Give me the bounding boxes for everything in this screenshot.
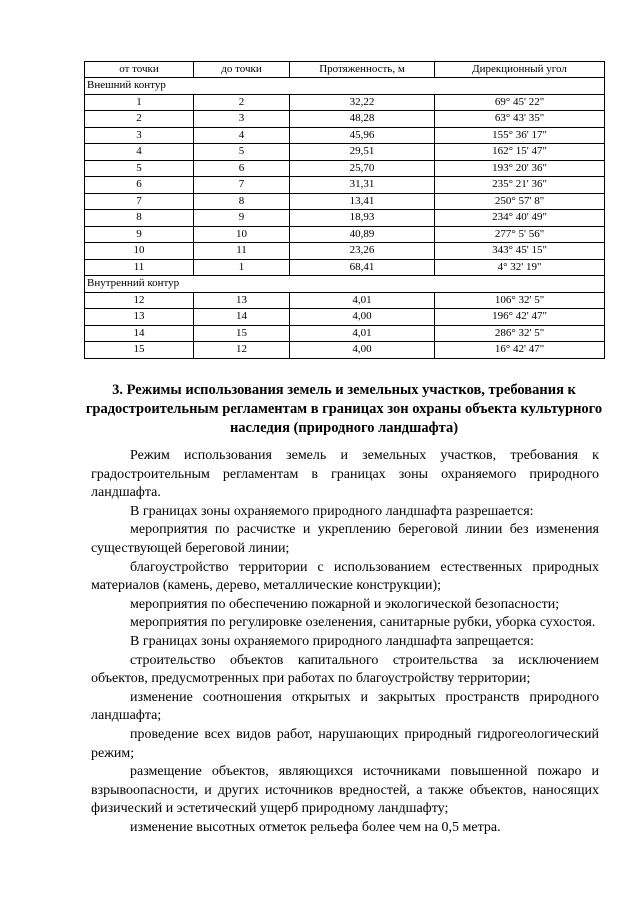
cell-to-point: 4 bbox=[194, 127, 290, 144]
cell-length: 23,26 bbox=[290, 243, 435, 260]
cell-direction-angle: 286° 32' 5" bbox=[435, 325, 605, 342]
cell-to-point: 15 bbox=[194, 325, 290, 342]
table-row bbox=[85, 259, 605, 276]
body-paragraph: В границах зоны охраняемого природного ландшафта разрешается: bbox=[130, 503, 534, 519]
cell-length: 29,51 bbox=[290, 144, 435, 161]
table-row bbox=[85, 292, 605, 309]
table-body bbox=[85, 78, 605, 359]
section-label-outer: Внешний контур bbox=[85, 78, 605, 95]
table-header-row bbox=[85, 62, 605, 78]
body-paragraph: строительство объектов капитального строительства за исключением объектов, предусмотренных при работах по благоустройству территории; bbox=[91, 652, 599, 687]
table-row bbox=[85, 210, 605, 227]
table-row bbox=[85, 243, 605, 260]
section-label-inner: Внутренний контур bbox=[85, 276, 605, 293]
body-paragraph: проведение всех видов работ, нарушающих природный гидрогеологический режим; bbox=[91, 726, 599, 761]
cell-length: 68,41 bbox=[290, 259, 435, 276]
cell-length: 40,89 bbox=[290, 226, 435, 243]
table-row bbox=[85, 94, 605, 111]
body-paragraph: В границах зоны охраняемого природного ландшафта запрещается: bbox=[130, 633, 534, 649]
cell-length: 32,22 bbox=[290, 94, 435, 111]
cell-direction-angle: 155° 36' 17" bbox=[435, 127, 605, 144]
cell-to-point: 12 bbox=[194, 342, 290, 359]
cell-length: 31,31 bbox=[290, 177, 435, 194]
body-paragraph: изменение высотных отметок рельефа более чем на 0,5 метра. bbox=[130, 819, 501, 835]
cell-from-point: 14 bbox=[85, 325, 194, 342]
cell-direction-angle: 196° 42' 47" bbox=[435, 309, 605, 326]
table-row bbox=[85, 193, 605, 210]
cell-direction-angle: 277° 5' 56" bbox=[435, 226, 605, 243]
cell-from-point: 13 bbox=[85, 309, 194, 326]
cell-length: 4,01 bbox=[290, 325, 435, 342]
table-row bbox=[85, 309, 605, 326]
cell-direction-angle: 69° 45' 22" bbox=[435, 94, 605, 111]
cell-to-point: 13 bbox=[194, 292, 290, 309]
table-row bbox=[85, 342, 605, 359]
body-paragraph: изменение соотношения открытых и закрытых пространств природного ландшафта; bbox=[91, 689, 599, 724]
cell-length: 45,96 bbox=[290, 127, 435, 144]
header-direction-angle: Дирекционный угол bbox=[435, 62, 605, 78]
cell-to-point: 5 bbox=[194, 144, 290, 161]
table-row bbox=[85, 325, 605, 342]
boundary-coordinates-table bbox=[84, 61, 605, 359]
cell-direction-angle: 343° 45' 15" bbox=[435, 243, 605, 260]
cell-from-point: 9 bbox=[85, 226, 194, 243]
cell-to-point: 7 bbox=[194, 177, 290, 194]
cell-direction-angle: 106° 32' 5" bbox=[435, 292, 605, 309]
cell-from-point: 3 bbox=[85, 127, 194, 144]
table-row bbox=[85, 111, 605, 128]
cell-length: 13,41 bbox=[290, 193, 435, 210]
table-row bbox=[85, 127, 605, 144]
cell-from-point: 4 bbox=[85, 144, 194, 161]
cell-length: 18,93 bbox=[290, 210, 435, 227]
body-paragraph: мероприятия по регулировке озеленения, санитарные рубки, уборка сухостоя. bbox=[130, 615, 596, 631]
cell-direction-angle: 250° 57' 8" bbox=[435, 193, 605, 210]
cell-to-point: 2 bbox=[194, 94, 290, 111]
table-row bbox=[85, 226, 605, 243]
cell-from-point: 8 bbox=[85, 210, 194, 227]
cell-direction-angle: 193° 20' 36" bbox=[435, 160, 605, 177]
cell-direction-angle: 63° 43' 35" bbox=[435, 111, 605, 128]
cell-from-point: 11 bbox=[85, 259, 194, 276]
cell-direction-angle: 4° 32' 19" bbox=[435, 259, 605, 276]
cell-to-point: 1 bbox=[194, 259, 290, 276]
cell-to-point: 6 bbox=[194, 160, 290, 177]
cell-to-point: 9 bbox=[194, 210, 290, 227]
cell-length: 4,00 bbox=[290, 342, 435, 359]
header-length: Протяженность, м bbox=[290, 62, 435, 78]
cell-from-point: 1 bbox=[85, 94, 194, 111]
section-body bbox=[91, 447, 599, 837]
cell-from-point: 7 bbox=[85, 193, 194, 210]
cell-direction-angle: 162° 15' 47" bbox=[435, 144, 605, 161]
cell-from-point: 5 bbox=[85, 160, 194, 177]
cell-from-point: 12 bbox=[85, 292, 194, 309]
table-row bbox=[85, 177, 605, 194]
cell-from-point: 15 bbox=[85, 342, 194, 359]
section-row-outer bbox=[85, 78, 605, 95]
body-paragraph: размещение объектов, являющихся источниками повышенной пожаро и взрывоопасности, и других источников вредностей, а также объектов, наносящих физический и эстетический ущерб природному ландшафту; bbox=[91, 764, 599, 817]
body-paragraph: мероприятия по расчистке и укреплению береговой линии без изменения существующей береговой линии; bbox=[91, 522, 599, 556]
cell-to-point: 14 bbox=[194, 309, 290, 326]
cell-length: 4,01 bbox=[290, 292, 435, 309]
header-to-point: до точки bbox=[194, 62, 290, 78]
body-paragraph: благоустройство территории с использованием естественных природных материалов (камень, дерево, металлические конструкции); bbox=[91, 559, 599, 594]
cell-length: 25,70 bbox=[290, 160, 435, 177]
body-paragraph: мероприятия по обеспечению пожарной и экологической безопасности; bbox=[130, 596, 560, 612]
cell-length: 4,00 bbox=[290, 309, 435, 326]
cell-to-point: 11 bbox=[194, 243, 290, 260]
cell-from-point: 10 bbox=[85, 243, 194, 260]
header-from-point: от точки bbox=[85, 62, 194, 78]
cell-from-point: 6 bbox=[85, 177, 194, 194]
table-row bbox=[85, 160, 605, 177]
body-paragraph: Режим использования земель и земельных участков, требования к градостроительным регламентам в границах зоны охраняемого природного ландшафта. bbox=[91, 448, 599, 501]
cell-direction-angle: 234° 40' 49" bbox=[435, 210, 605, 227]
cell-length: 48,28 bbox=[290, 111, 435, 128]
section-title: 3. Режимы использования земель и земельных участков, требования к градостроительным регламентам в границах зон охраны объекта культурного наследия (природного ландшафта) bbox=[85, 382, 603, 436]
cell-direction-angle: 16° 42' 47" bbox=[435, 342, 605, 359]
table-row bbox=[85, 144, 605, 161]
cell-to-point: 10 bbox=[194, 226, 290, 243]
cell-to-point: 8 bbox=[194, 193, 290, 210]
section-row-inner bbox=[85, 276, 605, 293]
cell-to-point: 3 bbox=[194, 111, 290, 128]
cell-direction-angle: 235° 21' 36" bbox=[435, 177, 605, 194]
cell-from-point: 2 bbox=[85, 111, 194, 128]
